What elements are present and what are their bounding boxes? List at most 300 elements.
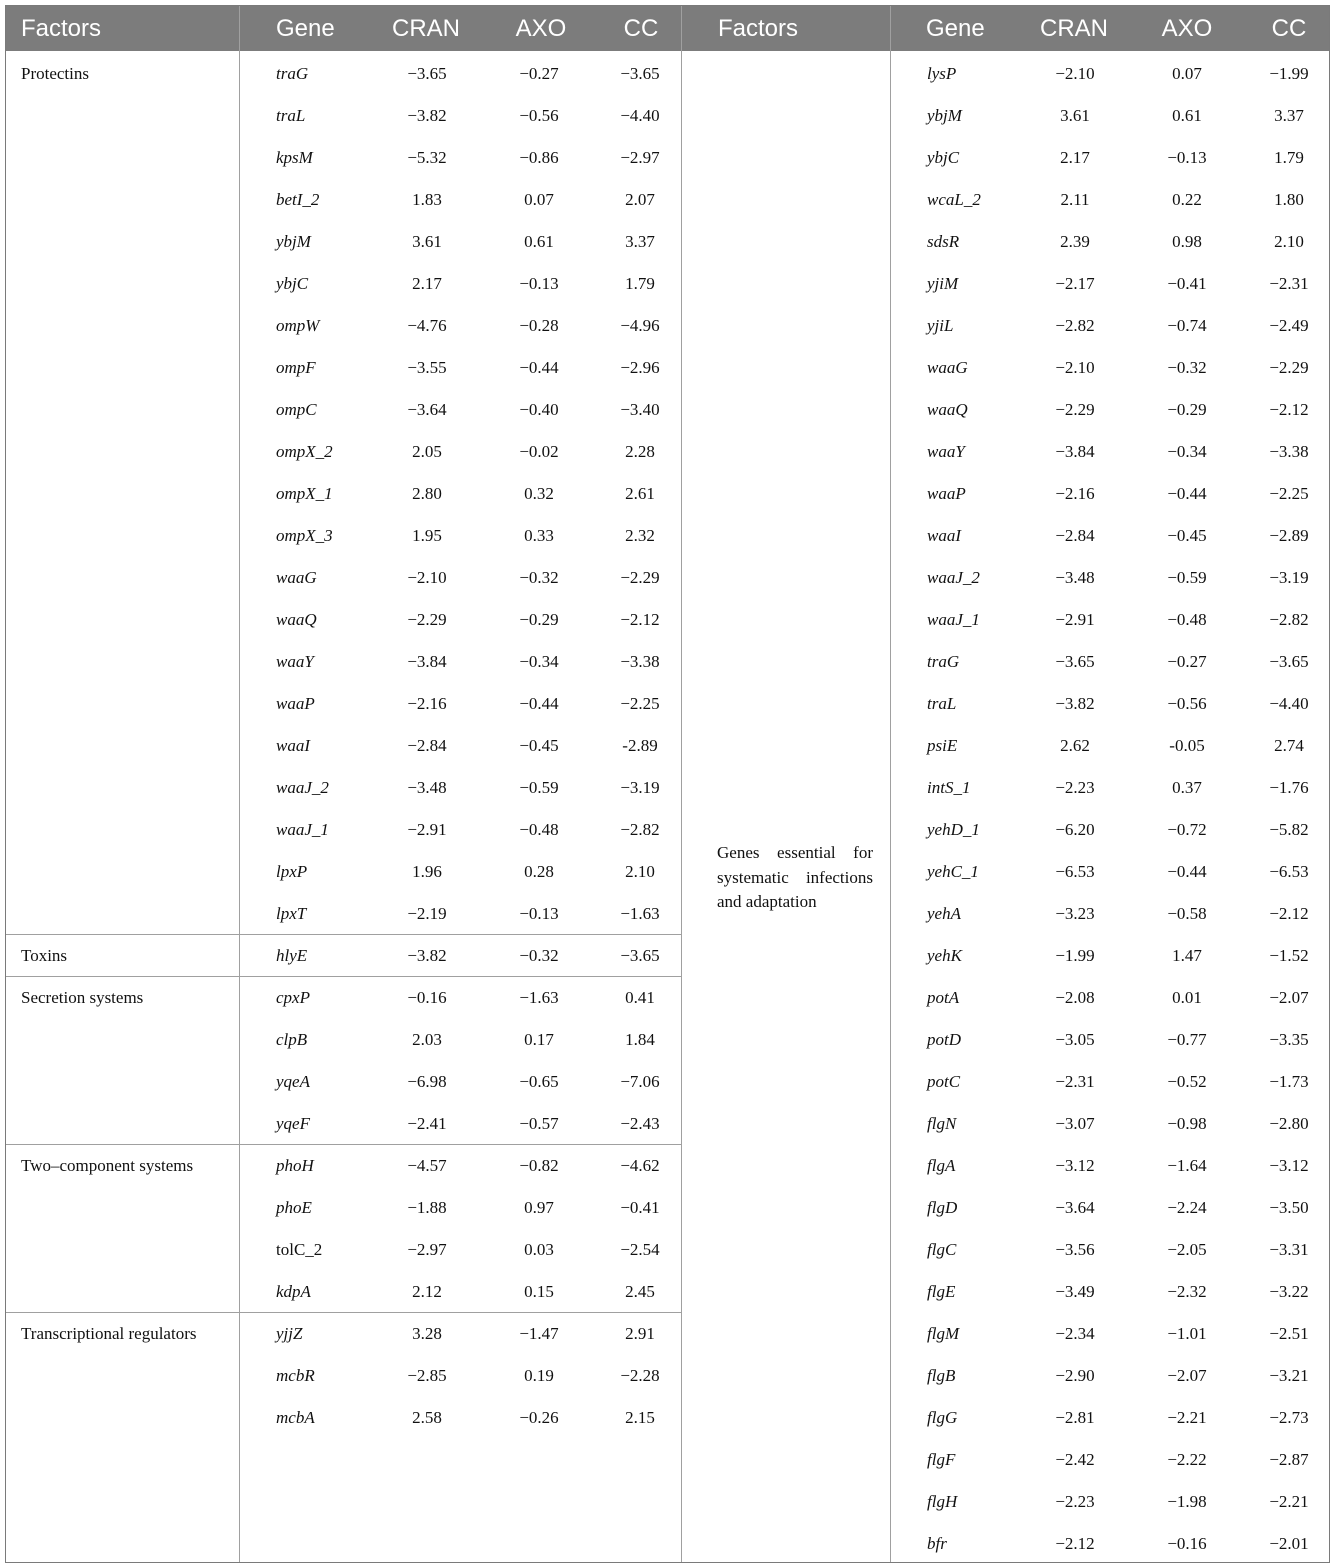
axo-value: −0.29 xyxy=(519,610,559,629)
cran-value: 1.96 xyxy=(412,862,442,881)
gene-cell: waaI xyxy=(927,526,961,545)
factor-label: Transcriptional regulators xyxy=(21,1324,197,1343)
axo-value: 0.07 xyxy=(1172,64,1202,83)
cran-value: 2.17 xyxy=(1060,148,1090,167)
axo-value: 0.37 xyxy=(1172,778,1202,797)
axo-value: −0.13 xyxy=(519,904,559,923)
gene-cell: traL xyxy=(276,106,306,125)
cc-value: −0.41 xyxy=(620,1198,660,1217)
gene-cell: potA xyxy=(927,988,960,1007)
gene-cell: traG xyxy=(927,652,960,671)
cran-value: −6.53 xyxy=(1055,862,1095,881)
axo-value: 0.98 xyxy=(1172,232,1202,251)
gene-cell: flgE xyxy=(927,1282,956,1301)
divider-left-factors xyxy=(239,6,240,1562)
axo-value: 0.03 xyxy=(524,1240,554,1259)
cran-value: 2.03 xyxy=(412,1030,442,1049)
axo-value: −2.21 xyxy=(1167,1408,1207,1427)
cc-value: −2.80 xyxy=(1269,1114,1309,1133)
cc-value: −3.21 xyxy=(1269,1366,1309,1385)
cran-value: −2.90 xyxy=(1055,1366,1095,1385)
cran-value: −3.56 xyxy=(1055,1240,1095,1259)
cc-value: 3.37 xyxy=(1274,106,1304,125)
cc-value: −2.25 xyxy=(1269,484,1309,503)
cran-value: 2.39 xyxy=(1060,232,1090,251)
axo-value: −0.58 xyxy=(1167,904,1207,923)
cc-value: −3.31 xyxy=(1269,1240,1309,1259)
cran-value: −2.16 xyxy=(407,694,447,713)
axo-value: −1.47 xyxy=(519,1324,559,1343)
gene-cell: potD xyxy=(927,1030,961,1049)
cran-value: −4.76 xyxy=(407,316,447,335)
cc-value: −3.65 xyxy=(620,946,660,965)
cc-value: −2.07 xyxy=(1269,988,1309,1007)
group-divider xyxy=(6,934,681,935)
gene-cell: flgH xyxy=(927,1492,958,1511)
cran-value: −2.81 xyxy=(1055,1408,1095,1427)
cran-value: −3.65 xyxy=(1055,652,1095,671)
header-gene-right: Gene xyxy=(926,15,985,42)
gene-cell: ompF xyxy=(276,358,316,377)
cran-value: −3.64 xyxy=(407,400,447,419)
axo-value: 0.19 xyxy=(524,1366,554,1385)
axo-value: −0.27 xyxy=(1167,652,1207,671)
gene-cell: betI_2 xyxy=(276,190,320,209)
axo-value: −0.40 xyxy=(519,400,559,419)
cran-value: −3.05 xyxy=(1055,1030,1095,1049)
gene-cell: yehC_1 xyxy=(927,862,979,881)
cc-value: −2.97 xyxy=(620,148,660,167)
axo-value: 0.15 xyxy=(524,1282,554,1301)
cc-value: −2.29 xyxy=(1269,358,1309,377)
cran-value: −2.84 xyxy=(407,736,447,755)
axo-value: −0.52 xyxy=(1167,1072,1207,1091)
axo-value: 0.61 xyxy=(524,232,554,251)
cc-value: −2.12 xyxy=(620,610,660,629)
cran-value: 2.11 xyxy=(1060,190,1090,209)
cc-value: -2.89 xyxy=(622,736,658,755)
cc-value: −2.89 xyxy=(1269,526,1309,545)
cran-value: −3.07 xyxy=(1055,1114,1095,1133)
cc-value: −2.54 xyxy=(620,1240,660,1259)
gene-cell: ompW xyxy=(276,316,320,335)
cran-value: 2.62 xyxy=(1060,736,1090,755)
header-factors-right: Factors xyxy=(718,15,799,42)
cc-value: −4.62 xyxy=(620,1156,660,1175)
cc-value: −2.12 xyxy=(1269,904,1309,923)
cran-value: 2.12 xyxy=(412,1282,442,1301)
right-factor-label: Genes essential for systematic infections and adaptation xyxy=(717,843,873,911)
gene-cell: wcaL_2 xyxy=(927,190,981,209)
gene-cell: yjiL xyxy=(927,316,954,335)
gene-cell: waaJ_1 xyxy=(927,610,980,629)
cc-value: −1.99 xyxy=(1269,64,1309,83)
cc-value: 3.37 xyxy=(625,232,655,251)
axo-value: 0.17 xyxy=(524,1030,554,1049)
gene-cell: phoH xyxy=(276,1156,314,1175)
gene-cell: waaJ_2 xyxy=(927,568,980,587)
axo-value: −0.44 xyxy=(1167,862,1207,881)
axo-value: −0.29 xyxy=(1167,400,1207,419)
cran-value: −3.84 xyxy=(1055,442,1095,461)
gene-cell: flgA xyxy=(927,1156,956,1175)
axo-value: −0.44 xyxy=(519,694,559,713)
axo-value: −0.45 xyxy=(519,736,559,755)
gene-cell: flgM xyxy=(927,1324,960,1343)
gene-cell: waaQ xyxy=(927,400,968,419)
axo-value: −0.13 xyxy=(519,274,559,293)
cran-value: 3.28 xyxy=(412,1324,442,1343)
cran-value: −3.82 xyxy=(407,946,447,965)
cran-value: −2.97 xyxy=(407,1240,447,1259)
gene-cell: ompX_1 xyxy=(276,484,333,503)
cran-value: −3.48 xyxy=(407,778,447,797)
cran-value: 2.58 xyxy=(412,1408,442,1427)
divider-center xyxy=(681,6,682,1562)
gene-cell: waaG xyxy=(276,568,317,587)
cran-value: −3.55 xyxy=(407,358,447,377)
axo-value: −0.13 xyxy=(1167,148,1207,167)
cran-value: −2.23 xyxy=(1055,1492,1095,1511)
header-factors-left: Factors xyxy=(21,15,102,42)
cran-value: 1.83 xyxy=(412,190,442,209)
header-cran-right: CRAN xyxy=(1039,15,1108,42)
group-divider xyxy=(6,976,681,977)
axo-value: −2.24 xyxy=(1167,1198,1207,1217)
gene-cell: ompX_3 xyxy=(276,526,333,545)
gene-cell: flgD xyxy=(927,1198,958,1217)
factor-label: Two–component systems xyxy=(21,1156,194,1175)
cc-value: −2.21 xyxy=(1269,1492,1309,1511)
gene-cell: lysP xyxy=(927,64,957,83)
axo-value: 0.33 xyxy=(524,526,554,545)
gene-cell: waaP xyxy=(276,694,315,713)
cc-value: 1.79 xyxy=(625,274,655,293)
axo-value: −0.32 xyxy=(519,946,559,965)
cran-value: 3.61 xyxy=(412,232,442,251)
gene-cell: waaJ_2 xyxy=(276,778,329,797)
cc-value: −2.01 xyxy=(1269,1534,1309,1553)
cran-value: 2.05 xyxy=(412,442,442,461)
cc-value: −2.49 xyxy=(1269,316,1309,335)
cc-value: −4.40 xyxy=(620,106,660,125)
cc-value: 1.84 xyxy=(625,1030,655,1049)
cran-value: −2.84 xyxy=(1055,526,1095,545)
cc-value: −2.82 xyxy=(1269,610,1309,629)
axo-value: 0.07 xyxy=(524,190,554,209)
axo-value: −1.01 xyxy=(1167,1324,1207,1343)
axo-value: −0.48 xyxy=(519,820,559,839)
gene-cell: lpxP xyxy=(276,862,308,881)
cran-value: −2.91 xyxy=(1055,610,1095,629)
gene-cell: yehD_1 xyxy=(927,820,980,839)
axo-value: −0.27 xyxy=(519,64,559,83)
results-table xyxy=(5,5,1330,1563)
cran-value: −6.20 xyxy=(1055,820,1095,839)
cc-value: −2.51 xyxy=(1269,1324,1309,1343)
cran-value: −2.85 xyxy=(407,1366,447,1385)
axo-value: −0.86 xyxy=(519,148,559,167)
axo-value: −0.59 xyxy=(519,778,559,797)
axo-value: −0.41 xyxy=(1167,274,1207,293)
axo-value: −0.72 xyxy=(1167,820,1207,839)
axo-value: −2.32 xyxy=(1167,1282,1207,1301)
cc-value: −3.12 xyxy=(1269,1156,1309,1175)
table-header xyxy=(6,6,1329,51)
header-axo-left: AXO xyxy=(515,15,567,42)
cran-value: −3.64 xyxy=(1055,1198,1095,1217)
gene-cell: yqeA xyxy=(276,1072,310,1091)
axo-value: −0.74 xyxy=(1167,316,1207,335)
axo-value: −1.64 xyxy=(1167,1156,1207,1175)
cc-value: −1.76 xyxy=(1269,778,1309,797)
cran-value: −2.31 xyxy=(1055,1072,1095,1091)
divider-right-factors xyxy=(890,6,891,1562)
header-cc-left: CC xyxy=(623,15,659,42)
gene-cell: sdsR xyxy=(927,232,960,251)
cc-value: −5.82 xyxy=(1269,820,1309,839)
gene-cell: lpxT xyxy=(276,904,307,923)
cc-value: −1.73 xyxy=(1269,1072,1309,1091)
cran-value: 2.17 xyxy=(412,274,442,293)
cran-value: −2.10 xyxy=(407,568,447,587)
factor-label: Protectins xyxy=(21,64,89,83)
cc-value: −3.40 xyxy=(620,400,660,419)
axo-value: −0.56 xyxy=(1167,694,1207,713)
gene-cell: ybjM xyxy=(927,106,962,125)
cran-value: −2.29 xyxy=(1055,400,1095,419)
cc-value: −3.38 xyxy=(620,652,660,671)
cran-value: −3.48 xyxy=(1055,568,1095,587)
header-axo-right: AXO xyxy=(1161,15,1213,42)
axo-value: −0.48 xyxy=(1167,610,1207,629)
cc-value: −3.19 xyxy=(620,778,660,797)
cc-value: −2.12 xyxy=(1269,400,1309,419)
cran-value: −3.84 xyxy=(407,652,447,671)
factor-label: Toxins xyxy=(21,946,68,965)
axo-value: −0.65 xyxy=(519,1072,559,1091)
cc-value: 1.79 xyxy=(1274,148,1304,167)
cran-value: −3.65 xyxy=(407,64,447,83)
cran-value: −2.29 xyxy=(407,610,447,629)
gene-cell: tolC_2 xyxy=(276,1240,323,1259)
cran-value: −2.34 xyxy=(1055,1324,1095,1343)
cran-value: −3.23 xyxy=(1055,904,1095,923)
axo-value: −0.98 xyxy=(1167,1114,1207,1133)
axo-value: −0.59 xyxy=(1167,568,1207,587)
cc-value: −2.28 xyxy=(620,1366,660,1385)
cc-value: −2.96 xyxy=(620,358,660,377)
cc-value: 0.41 xyxy=(625,988,655,1007)
gene-cell: bfr xyxy=(927,1534,947,1553)
gene-cell: flgC xyxy=(927,1240,957,1259)
axo-value: −0.26 xyxy=(519,1408,559,1427)
header-cc-right: CC xyxy=(1271,15,1307,42)
cc-value: −3.19 xyxy=(1269,568,1309,587)
axo-value: −0.16 xyxy=(1167,1534,1207,1553)
axo-value: 0.28 xyxy=(524,862,554,881)
axo-value: −0.44 xyxy=(519,358,559,377)
axo-value: −2.22 xyxy=(1167,1450,1207,1469)
axo-value: 1.47 xyxy=(1172,946,1202,965)
gene-cell: yjjZ xyxy=(276,1324,303,1343)
axo-value: −0.77 xyxy=(1167,1030,1207,1049)
gene-cell: clpB xyxy=(276,1030,308,1049)
axo-value: −0.44 xyxy=(1167,484,1207,503)
cc-value: 2.74 xyxy=(1274,736,1304,755)
gene-cell: ybjC xyxy=(276,274,309,293)
cc-value: −1.52 xyxy=(1269,946,1309,965)
cran-value: 3.61 xyxy=(1060,106,1090,125)
cran-value: −0.16 xyxy=(407,988,447,1007)
gene-cell: mcbA xyxy=(276,1408,315,1427)
axo-value: −0.02 xyxy=(519,442,559,461)
gene-cell: flgN xyxy=(927,1114,957,1133)
axo-value: −1.63 xyxy=(519,988,559,1007)
gene-cell: flgF xyxy=(927,1450,956,1469)
axo-value: -0.05 xyxy=(1169,736,1205,755)
cran-value: −3.82 xyxy=(407,106,447,125)
cc-value: 2.28 xyxy=(625,442,655,461)
axo-value: −0.57 xyxy=(519,1114,559,1133)
gene-cell: yehA xyxy=(927,904,961,923)
cc-value: −4.96 xyxy=(620,316,660,335)
group-divider xyxy=(6,1312,681,1313)
cc-value: −1.63 xyxy=(620,904,660,923)
cran-value: −1.99 xyxy=(1055,946,1095,965)
cran-value: −1.88 xyxy=(407,1198,447,1217)
cran-value: −2.17 xyxy=(1055,274,1095,293)
axo-value: −0.82 xyxy=(519,1156,559,1175)
cran-value: −2.41 xyxy=(407,1114,447,1133)
cc-value: 2.10 xyxy=(1274,232,1304,251)
header-gene-left: Gene xyxy=(276,15,335,42)
axo-value: −0.45 xyxy=(1167,526,1207,545)
gene-cell: flgB xyxy=(927,1366,956,1385)
gene-cell: ompX_2 xyxy=(276,442,333,461)
cc-value: −2.29 xyxy=(620,568,660,587)
cc-value: 2.10 xyxy=(625,862,655,881)
axo-value: 0.32 xyxy=(524,484,554,503)
cran-value: −2.91 xyxy=(407,820,447,839)
gene-cell: traG xyxy=(276,64,309,83)
cran-value: −2.42 xyxy=(1055,1450,1095,1469)
cc-value: −2.73 xyxy=(1269,1408,1309,1427)
axo-value: 0.01 xyxy=(1172,988,1202,1007)
axo-value: −0.56 xyxy=(519,106,559,125)
gene-cell: yehK xyxy=(927,946,962,965)
axo-value: −0.34 xyxy=(519,652,559,671)
cc-value: −2.25 xyxy=(620,694,660,713)
axo-value: −0.34 xyxy=(1167,442,1207,461)
cc-value: 2.07 xyxy=(625,190,655,209)
gene-cell: waaP xyxy=(927,484,966,503)
cran-value: 1.95 xyxy=(412,526,442,545)
axo-value: 0.97 xyxy=(524,1198,554,1217)
gene-cell: cpxP xyxy=(276,988,310,1007)
cran-value: −6.98 xyxy=(407,1072,447,1091)
cran-value: −2.08 xyxy=(1055,988,1095,1007)
cc-value: 1.80 xyxy=(1274,190,1304,209)
cc-value: 2.45 xyxy=(625,1282,655,1301)
gene-cell: flgG xyxy=(927,1408,958,1427)
cc-value: −2.82 xyxy=(620,820,660,839)
cran-value: −2.16 xyxy=(1055,484,1095,503)
cc-value: −3.38 xyxy=(1269,442,1309,461)
cran-value: −2.19 xyxy=(407,904,447,923)
cc-value: −4.40 xyxy=(1269,694,1309,713)
group-divider xyxy=(6,1144,681,1145)
cc-value: 2.32 xyxy=(625,526,655,545)
gene-cell: waaY xyxy=(927,442,965,461)
gene-cell: potC xyxy=(927,1072,961,1091)
gene-cell: kpsM xyxy=(276,148,313,167)
cc-value: −3.50 xyxy=(1269,1198,1309,1217)
gene-cell: hlyE xyxy=(276,946,308,965)
gene-cell: waaQ xyxy=(276,610,317,629)
gene-cell: mcbR xyxy=(276,1366,315,1385)
axo-value: −0.28 xyxy=(519,316,559,335)
cc-value: −2.31 xyxy=(1269,274,1309,293)
axo-value: −2.05 xyxy=(1167,1240,1207,1259)
cran-value: −2.82 xyxy=(1055,316,1095,335)
axo-value: −1.98 xyxy=(1167,1492,1207,1511)
gene-cell: ybjM xyxy=(276,232,311,251)
gene-cell: intS_1 xyxy=(927,778,971,797)
factor-label: Secretion systems xyxy=(21,988,144,1007)
gene-cell: waaY xyxy=(276,652,314,671)
cran-value: −3.12 xyxy=(1055,1156,1095,1175)
cc-value: −3.65 xyxy=(620,64,660,83)
cran-value: −4.57 xyxy=(407,1156,447,1175)
cran-value: −2.12 xyxy=(1055,1534,1095,1553)
gene-cell: phoE xyxy=(276,1198,312,1217)
cc-value: −2.87 xyxy=(1269,1450,1309,1469)
axo-value: 0.61 xyxy=(1172,106,1202,125)
cran-value: 2.80 xyxy=(412,484,442,503)
gene-cell: ybjC xyxy=(927,148,960,167)
cran-value: −3.49 xyxy=(1055,1282,1095,1301)
cran-value: −2.10 xyxy=(1055,358,1095,377)
axo-value: −0.32 xyxy=(1167,358,1207,377)
cc-value: −2.43 xyxy=(620,1114,660,1133)
cc-value: −6.53 xyxy=(1269,862,1309,881)
gene-cell: waaG xyxy=(927,358,968,377)
gene-cell: psiE xyxy=(927,736,958,755)
cc-value: 2.15 xyxy=(625,1408,655,1427)
axo-value: −0.32 xyxy=(519,568,559,587)
cran-value: −2.10 xyxy=(1055,64,1095,83)
cc-value: −3.22 xyxy=(1269,1282,1309,1301)
cc-value: −3.65 xyxy=(1269,652,1309,671)
cran-value: −3.82 xyxy=(1055,694,1095,713)
gene-cell: kdpA xyxy=(276,1282,311,1301)
gene-cell: ompC xyxy=(276,400,317,419)
cc-value: −7.06 xyxy=(620,1072,660,1091)
axo-value: 0.22 xyxy=(1172,190,1202,209)
cran-value: −2.23 xyxy=(1055,778,1095,797)
cc-value: −3.35 xyxy=(1269,1030,1309,1049)
gene-cell: traL xyxy=(927,694,957,713)
gene-cell: yqeF xyxy=(276,1114,310,1133)
cc-value: 2.91 xyxy=(625,1324,655,1343)
cran-value: −5.32 xyxy=(407,148,447,167)
gene-cell: waaI xyxy=(276,736,310,755)
gene-cell: yjiM xyxy=(927,274,959,293)
axo-value: −2.07 xyxy=(1167,1366,1207,1385)
header-cran-left: CRAN xyxy=(391,15,460,42)
cc-value: 2.61 xyxy=(625,484,655,503)
